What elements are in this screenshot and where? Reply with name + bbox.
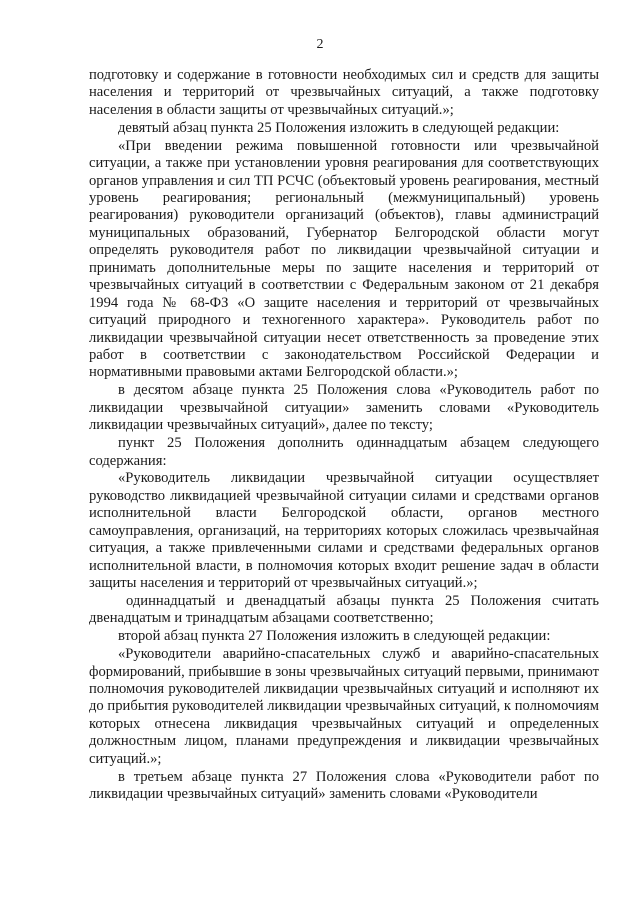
paragraph-tenth-clause-amendment: в десятом абзаце пункта 25 Положения слова «Руководитель работ по ликвидации чрезвычайной ситуации» заменить словами «Руководитель ликвидации чрезвычайных ситуаций», далее по тексту; xyxy=(89,382,599,434)
paragraph-third-clause-27-amendment: в третьем абзаце пункта 27 Положения слова «Руководители работ по ликвидации чрезвычайных ситуаций» заменить словами «Руководители xyxy=(89,768,599,803)
paragraph-add-eleventh-clause: пункт 25 Положения дополнить одиннадцатым абзацем следующего содержания: xyxy=(89,435,599,469)
document-body xyxy=(89,67,599,804)
paragraph-continuation: подготовку и содержание в готовности необходимых сил и средств для защиты населения и территорий от чрезвычайных ситуаций, а также подготовку населения в области защиты от чрезвычайных ситуаций.»; xyxy=(89,67,599,118)
paragraph-ninth-clause-amendment: девятый абзац пункта 25 Положения изложить в следующей редакции: xyxy=(118,119,560,136)
paragraph-ninth-clause-new-text: «При введении режима повышенной готовности или чрезвычайной ситуации, а также при установлении уровня реагирования для соответствующих органов управления и сил ТП РСЧС (объектовый уровень реагирования, местный уровень реагирования; региональный (межмуниципальный) уровень реагирования) руководители организаций (объектов), главы администраций муниципальных образований, Губернатор Белгородской области могут определять руководителя работ по ликвидации чрезвычайной ситуации и принимать дополнительные меры по защите населения и территорий от чрезвычайных ситуаций в соответствии с Федеральным законом от 21 декабря 1994 года № 68-ФЗ «О защите населения и территорий от чрезвычайных ситуаций природного и техногенного характера». Руководитель работ по ликвидации чрезвычайной ситуации несет ответственность за проведение этих работ в соответствии с законодательством Российской Федерации и нормативными правовыми актами Белгородской области.»; xyxy=(89,137,599,381)
page-number: 2 xyxy=(316,37,324,52)
paragraph-renumber-clauses: одиннадцатый и двенадцатый абзацы пункта 25 Положения считать двенадцатым и тринадцатым абзацами соответственно; xyxy=(89,592,599,627)
paragraph-eleventh-clause-text: «Руководитель ликвидации чрезвычайной ситуации осуществляет руководство ликвидацией чрезвычайной ситуации силами и средствами органов исполнительной власти Белгородской области, органов местного самоуправления, организаций, на территориях которых сложилась чрезвычайная ситуация, а также привлеченными силами и средствами федеральных органов исполнительной власти, в полномочия которых входит решение задач в области защиты населения и территорий от чрезвычайных ситуаций.»; xyxy=(89,470,599,592)
paragraph-second-clause-27-new-text: «Руководители аварийно-спасательных служб и аварийно-спасательных формирований, прибывшие в зоны чрезвычайных ситуаций первыми, принимают полномочия руководителей ликвидации чрезвычайных ситуаций и исполняют их до прибытия руководителей ликвидации чрезвычайных ситуаций, к полномочиям которых отнесена ликвидация чрезвычайных ситуаций и определенных должностным лицом, планами предупреждения и ликвидации чрезвычайных ситуаций.»; xyxy=(89,646,599,767)
paragraph-second-clause-27-amendment: второй абзац пункта 27 Положения изложить в следующей редакции: xyxy=(118,628,551,645)
